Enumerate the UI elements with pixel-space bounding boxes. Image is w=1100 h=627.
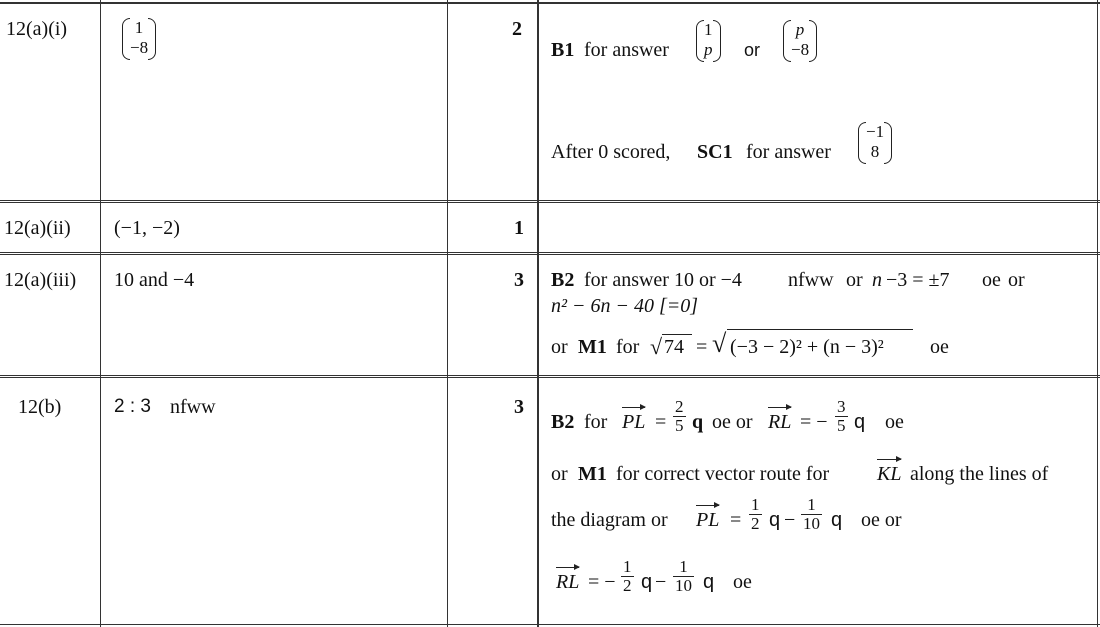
mark-code: B2: [551, 269, 575, 291]
variable-n: n: [872, 269, 882, 291]
table-top-border: [0, 2, 1100, 4]
or-text: or: [846, 269, 863, 291]
vector-kl: KL: [877, 463, 901, 485]
part-label: 12(a)(i): [6, 18, 68, 40]
part-label: 12(a)(iii): [4, 269, 77, 291]
fraction: 1 10: [803, 495, 820, 534]
answer-text: 10 and −4: [114, 269, 195, 291]
column-divider: [100, 0, 101, 627]
oe-text: oe or: [861, 509, 902, 531]
column-vector: −1 8: [866, 122, 884, 162]
radicand-text: (−3 − 2)² + (n − 3)²: [730, 336, 884, 358]
vector-q: q: [854, 411, 866, 433]
fraction: 2 5: [675, 397, 684, 436]
mark-code: B1: [551, 39, 575, 61]
mark-code: M1: [578, 336, 607, 358]
column-vector-answer: 1 −8: [130, 18, 148, 58]
column-vector: p −8: [791, 20, 809, 60]
row-divider: [0, 254, 1100, 255]
or-text: or: [1008, 269, 1025, 291]
oe-text: oe: [885, 411, 904, 433]
row-divider: [0, 377, 1100, 378]
sqrt-sign: √: [712, 329, 727, 358]
guidance-text: After 0 scored,: [551, 141, 671, 163]
equation-text: −3 = ±7: [886, 269, 950, 291]
guidance-text: for answer: [584, 39, 669, 61]
mark-code: B2: [551, 411, 575, 433]
minus-sign: −: [784, 509, 796, 531]
mark-value: 2: [512, 18, 522, 40]
equals-sign: = −: [800, 411, 828, 433]
vector-q: q: [769, 509, 781, 531]
vector-q: q: [641, 571, 653, 593]
answer-text: 2 : 3: [114, 396, 151, 417]
oe-text: oe: [982, 269, 1001, 291]
fraction: 1 2: [623, 557, 632, 596]
nfww-text: nfww: [170, 396, 216, 418]
mark-value: 3: [514, 396, 524, 418]
guidance-text: for: [584, 411, 608, 433]
vector-rl: RL: [556, 571, 579, 593]
column-divider: [447, 0, 448, 627]
table-bottom-border: [0, 624, 1100, 625]
vector-rl: RL: [768, 411, 791, 433]
vector-q: q: [831, 509, 843, 531]
sqrt-argument: 74: [664, 336, 684, 358]
fraction: 3 5: [837, 397, 846, 436]
part-label: 12(b): [18, 396, 62, 418]
mark-value: 3: [514, 269, 524, 291]
row-divider: [0, 200, 1100, 201]
fraction: 1 10: [675, 557, 692, 596]
fraction: 1 2: [751, 495, 760, 534]
mark-code: SC1: [697, 141, 733, 163]
column-vector: 1 p: [704, 20, 713, 60]
guidance-text: for answer 10 or −4: [584, 269, 742, 291]
vector-q: q: [692, 411, 704, 433]
sqrt-sign: √: [650, 334, 663, 359]
oe-text: oe: [733, 571, 752, 593]
sqrt-bar: [727, 329, 913, 330]
oe-text: oe: [930, 336, 949, 358]
minus-sign: −: [655, 571, 667, 593]
equals-sign: =: [655, 411, 667, 433]
guidance-text: for answer: [746, 141, 831, 163]
mark-value: 1: [514, 217, 524, 239]
guidance-text: for correct vector route for: [616, 463, 830, 485]
guidance-text: for: [616, 336, 640, 358]
nfww-text: nfww: [788, 269, 834, 291]
vector-q: q: [703, 571, 715, 593]
row-divider: [0, 252, 1100, 253]
guidance-text: the diagram or: [551, 509, 668, 531]
oe-text: oe or: [712, 411, 753, 433]
row-divider: [0, 375, 1100, 376]
mark-code: M1: [578, 463, 607, 485]
row-divider: [0, 202, 1100, 203]
guidance-text: along the lines of: [910, 463, 1049, 485]
part-label: 12(a)(ii): [4, 217, 71, 239]
or-text: or: [551, 463, 568, 485]
or-text: or: [551, 336, 568, 358]
vector-pl: PL: [622, 411, 645, 433]
column-divider: [537, 0, 539, 627]
or-text: or: [744, 40, 761, 60]
equals-sign: =: [696, 336, 708, 358]
equals-sign: =: [730, 509, 742, 531]
answer-text: (−1, −2): [114, 217, 180, 239]
vector-pl: PL: [696, 509, 719, 531]
equals-sign: = −: [588, 571, 616, 593]
equation-text: n² − 6n − 40 [=0]: [551, 295, 699, 317]
table-right-border: [1097, 0, 1098, 627]
